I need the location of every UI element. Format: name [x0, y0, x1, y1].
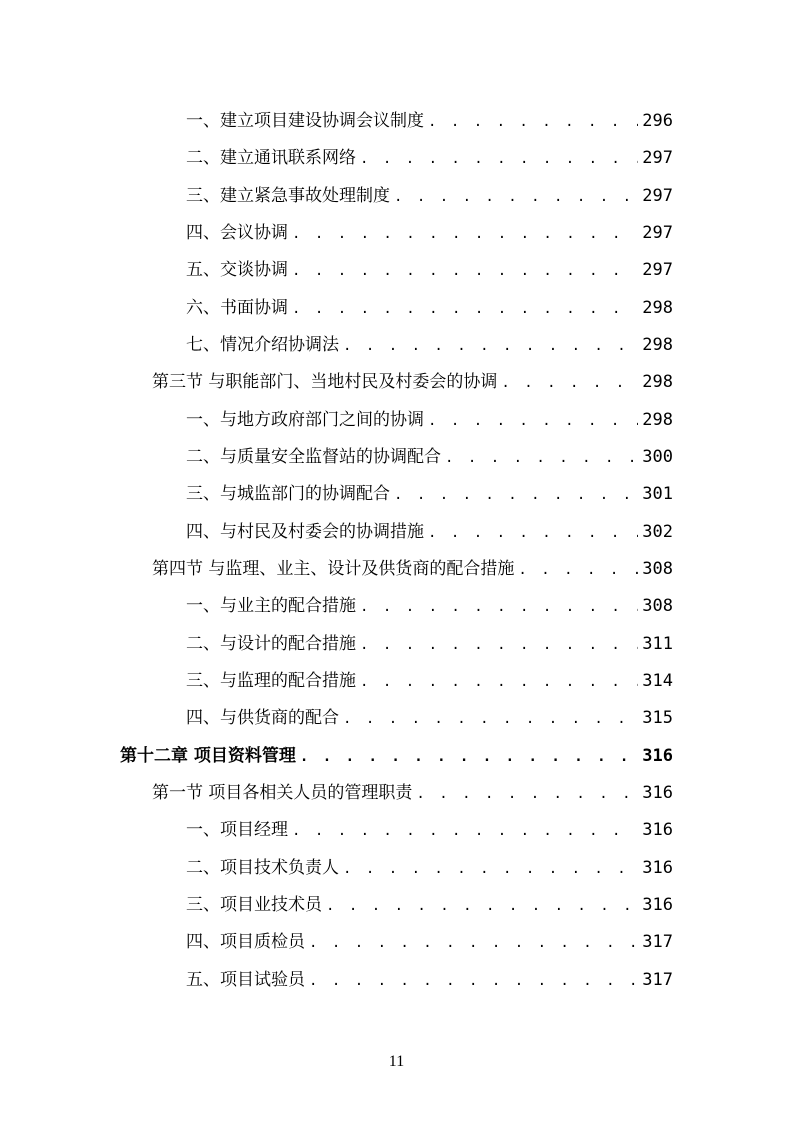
toc-entry-page: 298	[642, 372, 673, 393]
toc-dot-leader	[360, 599, 638, 615]
toc-entry-page: 308	[642, 559, 673, 580]
toc-entry-inner	[186, 815, 793, 840]
toc-entry-title: 五、项目试验员	[186, 969, 305, 990]
toc-entry-inner	[186, 965, 793, 990]
toc-entry-page: 317	[642, 932, 673, 953]
toc-entry-item[interactable]	[0, 921, 793, 958]
toc-entry-inner	[186, 703, 793, 728]
toc-entry-page: 297	[642, 260, 673, 281]
toc-entry-section[interactable]	[0, 361, 793, 398]
toc-entry-item[interactable]	[0, 847, 793, 884]
toc-dot-leader	[360, 151, 638, 167]
toc-entry-title: 二、与设计的配合措施	[186, 633, 356, 654]
toc-dot-leader	[292, 301, 638, 317]
toc-entry-item[interactable]	[0, 959, 793, 996]
toc-entry-inner	[186, 405, 793, 430]
toc-entry-inner	[152, 367, 793, 392]
toc-entry-title: 七、情况介绍协调法	[186, 335, 339, 356]
toc-dot-leader	[428, 525, 638, 541]
toc-entry-item[interactable]	[0, 212, 793, 249]
toc-entry-title: 一、与地方政府部门之间的协调	[186, 409, 424, 430]
toc-entry-title: 六、书面协调	[186, 297, 288, 318]
toc-entry-title: 五、交谈协调	[186, 260, 288, 281]
toc-entry-title: 二、与质量安全监督站的协调配合	[186, 447, 441, 468]
toc-dot-leader	[292, 226, 638, 242]
toc-dot-leader	[343, 338, 638, 354]
toc-entry-title: 一、项目经理	[186, 820, 288, 841]
toc-entry-title: 三、项目业技术员	[186, 895, 322, 916]
toc-entry-page: 314	[642, 671, 673, 692]
toc-entry-inner	[186, 143, 793, 168]
toc-entry-page: 300	[642, 447, 673, 468]
toc-entry-title: 四、项目质检员	[186, 932, 305, 953]
toc-dot-leader	[518, 562, 638, 578]
toc-dot-leader	[428, 413, 638, 429]
toc-entry-title: 三、建立紧急事故处理制度	[186, 185, 390, 206]
toc-entry-title: 一、建立项目建设协调会议制度	[186, 111, 424, 132]
page-number: 11	[388, 1053, 405, 1070]
toc-dot-leader	[416, 786, 638, 802]
toc-entry-inner	[186, 591, 793, 616]
toc-entry-item[interactable]	[0, 884, 793, 921]
toc-entry-page: 316	[642, 895, 673, 916]
toc-entry-inner	[186, 181, 793, 206]
toc-entry-title: 四、与供货商的配合	[186, 708, 339, 729]
toc-entry-inner	[186, 293, 793, 318]
toc-entry-item[interactable]	[0, 809, 793, 846]
toc-entry-inner	[186, 629, 793, 654]
toc-entry-item[interactable]	[0, 473, 793, 510]
toc-entry-item[interactable]	[0, 175, 793, 212]
toc-entry-title: 一、与业主的配合措施	[186, 596, 356, 617]
toc-entry-title: 二、建立通讯联系网络	[186, 148, 356, 169]
toc-dot-leader	[394, 189, 638, 205]
toc-entry-page: 302	[642, 521, 673, 542]
toc-dot-leader	[445, 450, 638, 466]
toc-entry-page: 297	[642, 185, 673, 206]
toc-entry-inner	[152, 554, 793, 579]
toc-entry-page: 301	[642, 484, 673, 505]
toc-dot-leader	[428, 114, 638, 130]
toc-entry-inner	[186, 330, 793, 355]
toc-entry-inner	[186, 255, 793, 280]
toc-dot-leader	[394, 487, 638, 503]
toc-dot-leader	[360, 674, 638, 690]
toc-entry-page: 298	[642, 335, 673, 356]
toc-entry-inner	[186, 853, 793, 878]
toc-entry-item[interactable]	[0, 287, 793, 324]
toc-entry-page: 298	[642, 297, 673, 318]
toc-dot-leader	[360, 637, 638, 653]
toc-entry-title: 第一节 项目各相关人员的管理职责	[152, 783, 413, 804]
toc-entry-chapter[interactable]	[0, 735, 793, 772]
toc-entry-item[interactable]	[0, 249, 793, 286]
toc-dot-leader	[326, 898, 638, 914]
toc-entry-title: 四、会议协调	[186, 223, 288, 244]
toc-entry-item[interactable]	[0, 399, 793, 436]
toc-entry-title: 第四节 与监理、业主、设计及供货商的配合措施	[152, 559, 515, 580]
toc-dot-leader	[309, 973, 638, 989]
toc-entry-item[interactable]	[0, 660, 793, 697]
toc-entry-item[interactable]	[0, 137, 793, 174]
toc-entry-page: 297	[642, 223, 673, 244]
toc-entry-title: 三、与监理的配合措施	[186, 671, 356, 692]
toc-entry-item[interactable]	[0, 324, 793, 361]
toc-entry-page: 316	[642, 857, 673, 878]
toc-dot-leader	[292, 263, 638, 279]
toc-entry-item[interactable]	[0, 436, 793, 473]
toc-entry-inner	[186, 218, 793, 243]
toc-entry-inner	[186, 890, 793, 915]
toc-entry-section[interactable]	[0, 772, 793, 809]
toc-entry-page: 316	[642, 820, 673, 841]
toc-dot-leader	[300, 749, 638, 765]
toc-entry-page: 311	[642, 633, 673, 654]
toc-entry-page: 296	[642, 111, 673, 132]
toc-entry-page: 297	[642, 148, 673, 169]
toc-entry-inner	[186, 517, 793, 542]
toc-entry-title: 四、与村民及村委会的协调措施	[186, 521, 424, 542]
toc-entry-inner	[120, 741, 793, 766]
toc-entry-title: 三、与城监部门的协调配合	[186, 484, 390, 505]
toc-entry-inner	[186, 927, 793, 952]
toc-entry-section[interactable]	[0, 548, 793, 585]
toc-entry-page: 317	[642, 969, 673, 990]
toc-dot-leader	[343, 711, 638, 727]
toc-entry-page: 308	[642, 596, 673, 617]
toc-entry-item[interactable]	[0, 585, 793, 622]
toc-dot-leader	[343, 861, 638, 877]
table-of-contents	[0, 100, 793, 996]
toc-entry-title: 第十二章 项目资料管理	[120, 745, 296, 766]
toc-entry-page: 298	[642, 409, 673, 430]
toc-entry-page: 316	[642, 783, 673, 804]
toc-entry-item[interactable]	[0, 511, 793, 548]
toc-entry-page: 316	[642, 745, 673, 766]
toc-dot-leader	[309, 935, 638, 951]
toc-dot-leader	[501, 375, 638, 391]
toc-entry-page: 315	[642, 708, 673, 729]
toc-entry-item[interactable]	[0, 100, 793, 137]
toc-entry-inner	[186, 442, 793, 467]
toc-entry-inner	[152, 778, 793, 803]
toc-dot-leader	[292, 823, 638, 839]
toc-entry-inner	[186, 106, 793, 131]
toc-entry-title: 二、项目技术负责人	[186, 857, 339, 878]
toc-entry-item[interactable]	[0, 623, 793, 660]
toc-entry-inner	[186, 479, 793, 504]
toc-entry-inner	[186, 666, 793, 691]
toc-entry-item[interactable]	[0, 697, 793, 734]
toc-entry-title: 第三节 与职能部门、当地村民及村委会的协调	[152, 372, 498, 393]
